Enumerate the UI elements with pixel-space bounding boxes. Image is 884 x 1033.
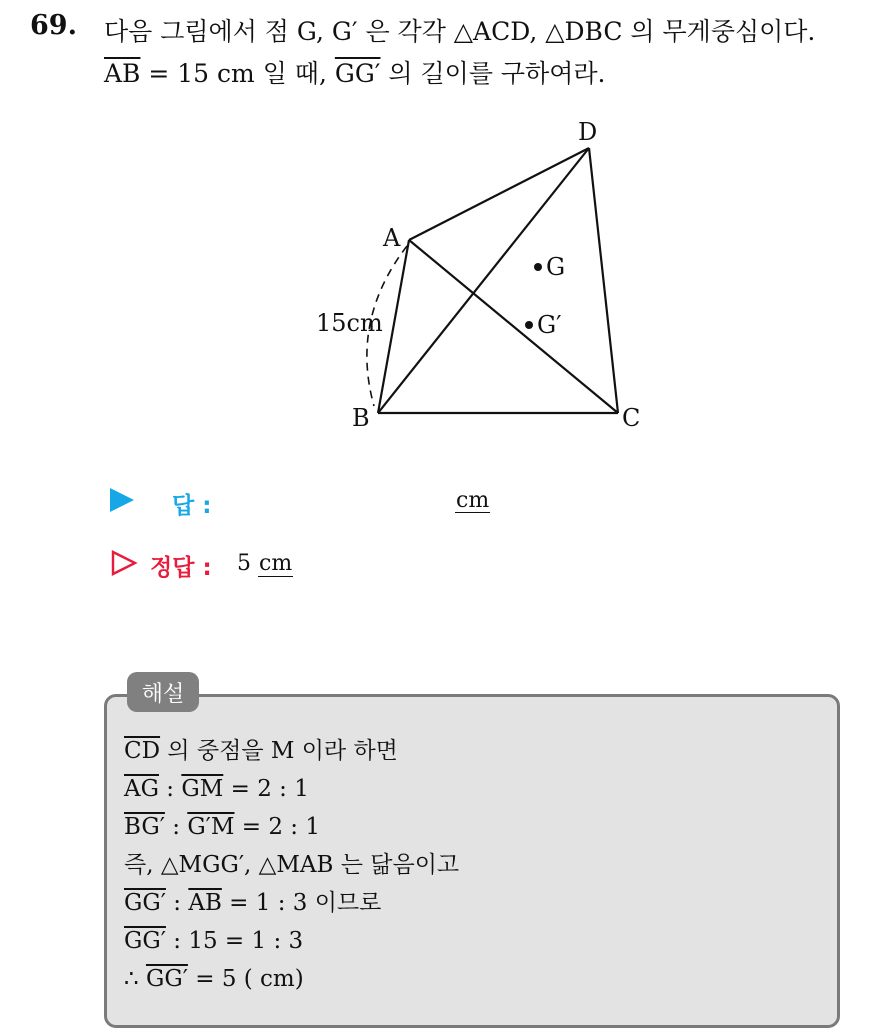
label-g: G: [546, 253, 566, 281]
explanation-line-5: GG′ : $\overline{AB} = 1$ : 3 이므로: [124, 890, 382, 916]
explanation-lines: [124, 732, 459, 998]
explanation-line-2: $\overline{AG}$ : $\overline{GM} = 2$ : 1: [124, 776, 309, 802]
label-gp: G′: [537, 311, 562, 339]
edge-ac: [409, 240, 618, 413]
answer-label: 답 :: [172, 493, 212, 519]
key-play-outline-icon: [110, 549, 138, 577]
label-d: D: [578, 118, 598, 146]
label-c: C: [622, 404, 641, 432]
point-gp: [525, 321, 533, 329]
key-answer-label: 정답 :: [150, 555, 212, 581]
geometry-figure: [300, 110, 670, 440]
label-b: B: [352, 404, 370, 432]
question-text-line1: 다음 그림에서 점 G, G′ 은 각각 △ACD, △DBC 의 무게중심이다.: [104, 17, 816, 46]
edge-ad: [409, 148, 589, 240]
segment-ab: $\overline{AB}$: [104, 59, 141, 88]
answer-blank-unit[interactable]: cm: [456, 488, 490, 513]
question-text-line2: $\overline{AB} = 15$ cm 일 때, GG′ 의 길이를 구하여라.: [104, 59, 606, 88]
explanation-line-4: 즉, △MGG′, △MAB 는 닮음이고: [124, 852, 460, 878]
explanation-tag: 해설: [127, 672, 199, 712]
key-answer-value: 5 cm: [237, 551, 293, 576]
label-length: 15cm: [316, 309, 383, 337]
segment-ggp: GG′: [334, 59, 381, 88]
label-a: A: [383, 224, 401, 252]
explanation-line-7: ∴ GG′ = 5 ( cm): [124, 966, 304, 992]
answer-play-icon: [110, 488, 134, 512]
question-number: 69.: [30, 10, 77, 41]
explanation-line-6: GG′ : 15 = 1 : 3: [124, 928, 304, 954]
point-g: [534, 263, 542, 271]
edge-dc: [589, 148, 618, 413]
explanation-line-1: $\overline{CD}$ 의 중점을 M 이라 하면: [124, 738, 398, 764]
explanation-line-3: BG′ : G′M = 2 : 1: [124, 814, 320, 840]
